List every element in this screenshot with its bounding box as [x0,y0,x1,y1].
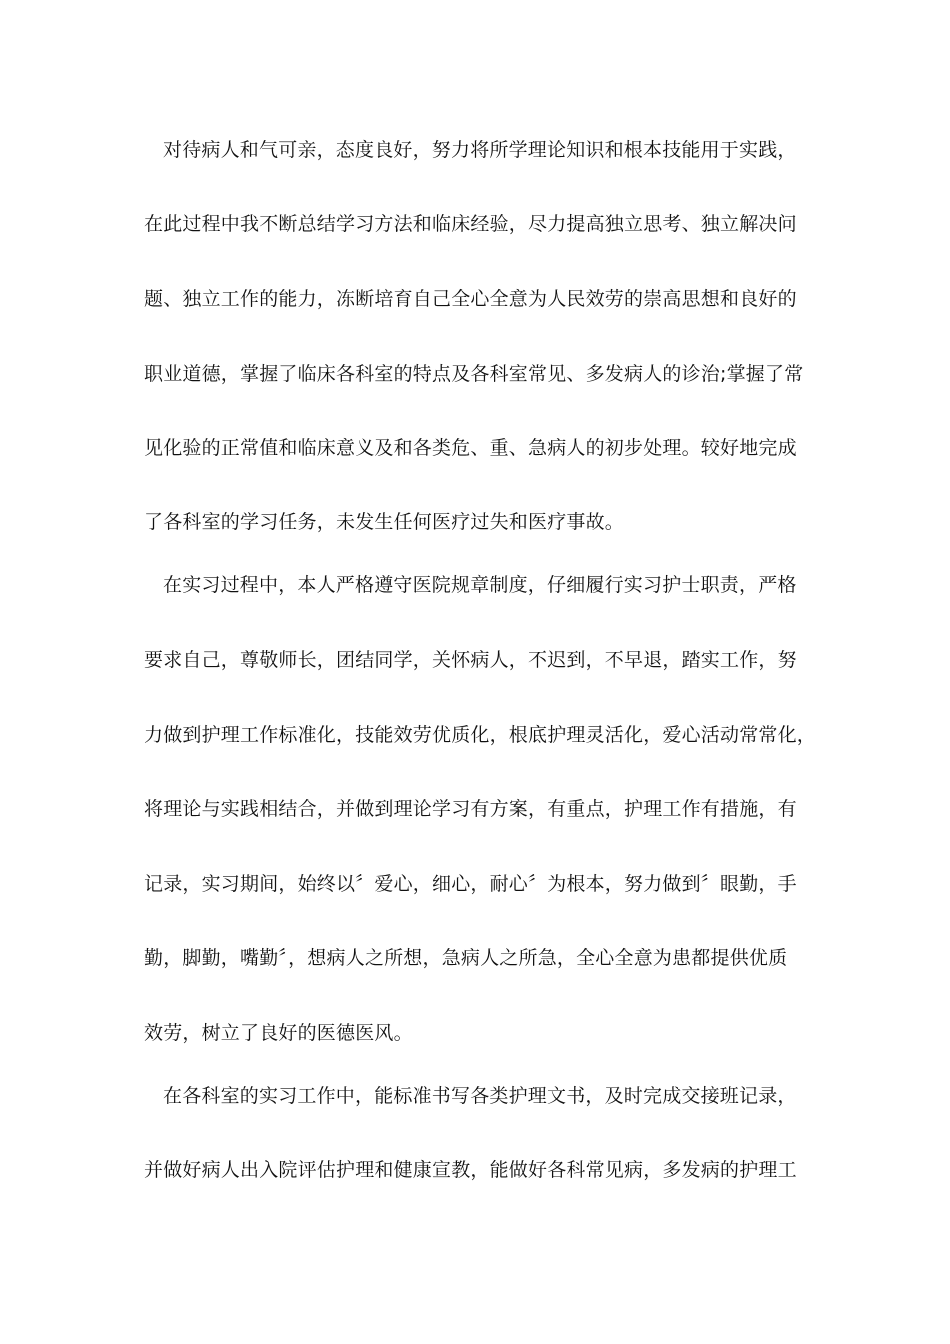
paragraph-3-line-2: 并做好病人出入院评估护理和健康宣教，能做好各科常见病，多发病的护理工 [144,1159,797,1181]
paragraph-2-line-1: 在实习过程中，本人严格遵守医院规章制度，仔细履行实习护士职责，严格 [163,574,797,596]
paragraph-2-line-2: 要求自己，尊敬师长，团结同学，关怀病人，不迟到，不早退，踏实工作，努 [144,649,797,671]
paragraph-1-line-6: 了各科室的学习任务，未发生任何医疗过失和医疗事故。 [144,511,625,533]
paragraph-2-line-5: 记录，实习期间，始终以〞爱心，细心，耐心〞为根本，努力做到〞眼勤，手 [144,873,797,895]
paragraph-1-line-5: 见化验的正常值和临床意义及和各类危、重、急病人的初步处理。较好地完成 [144,437,797,459]
paragraph-3-line-1: 在各科室的实习工作中，能标准书写各类护理文书，及时完成交接班记录， [163,1085,797,1107]
paragraph-2-line-6: 勤，脚勤，嘴勤〞，想病人之所想，急病人之所急，全心全意为患都提供优质 [144,947,788,969]
paragraph-1-line-4: 职业道德，掌握了临床各科室的特点及各科室常见、多发病人的诊治;掌握了常 [144,363,804,385]
paragraph-1-line-2: 在此过程中我不断总结学习方法和临床经验，尽力提高独立思考、独立解决问 [144,213,797,235]
paragraph-1-line-1: 对待病人和气可亲，态度良好，努力将所学理论知识和根本技能用于实践， [163,139,797,161]
paragraph-2-line-4: 将理论与实践相结合，并做到理论学习有方案，有重点，护理工作有措施，有 [144,798,797,820]
paragraph-2-line-3: 力做到护理工作标准化，技能效劳优质化，根底护理灵活化，爱心活动常常化， [144,724,817,746]
paragraph-1-line-3: 题、独立工作的能力，冻断培育自己全心全意为人民效劳的崇高思想和良好的 [144,288,797,310]
paragraph-2-line-7: 效劳，树立了良好的医德医风。 [144,1022,413,1044]
